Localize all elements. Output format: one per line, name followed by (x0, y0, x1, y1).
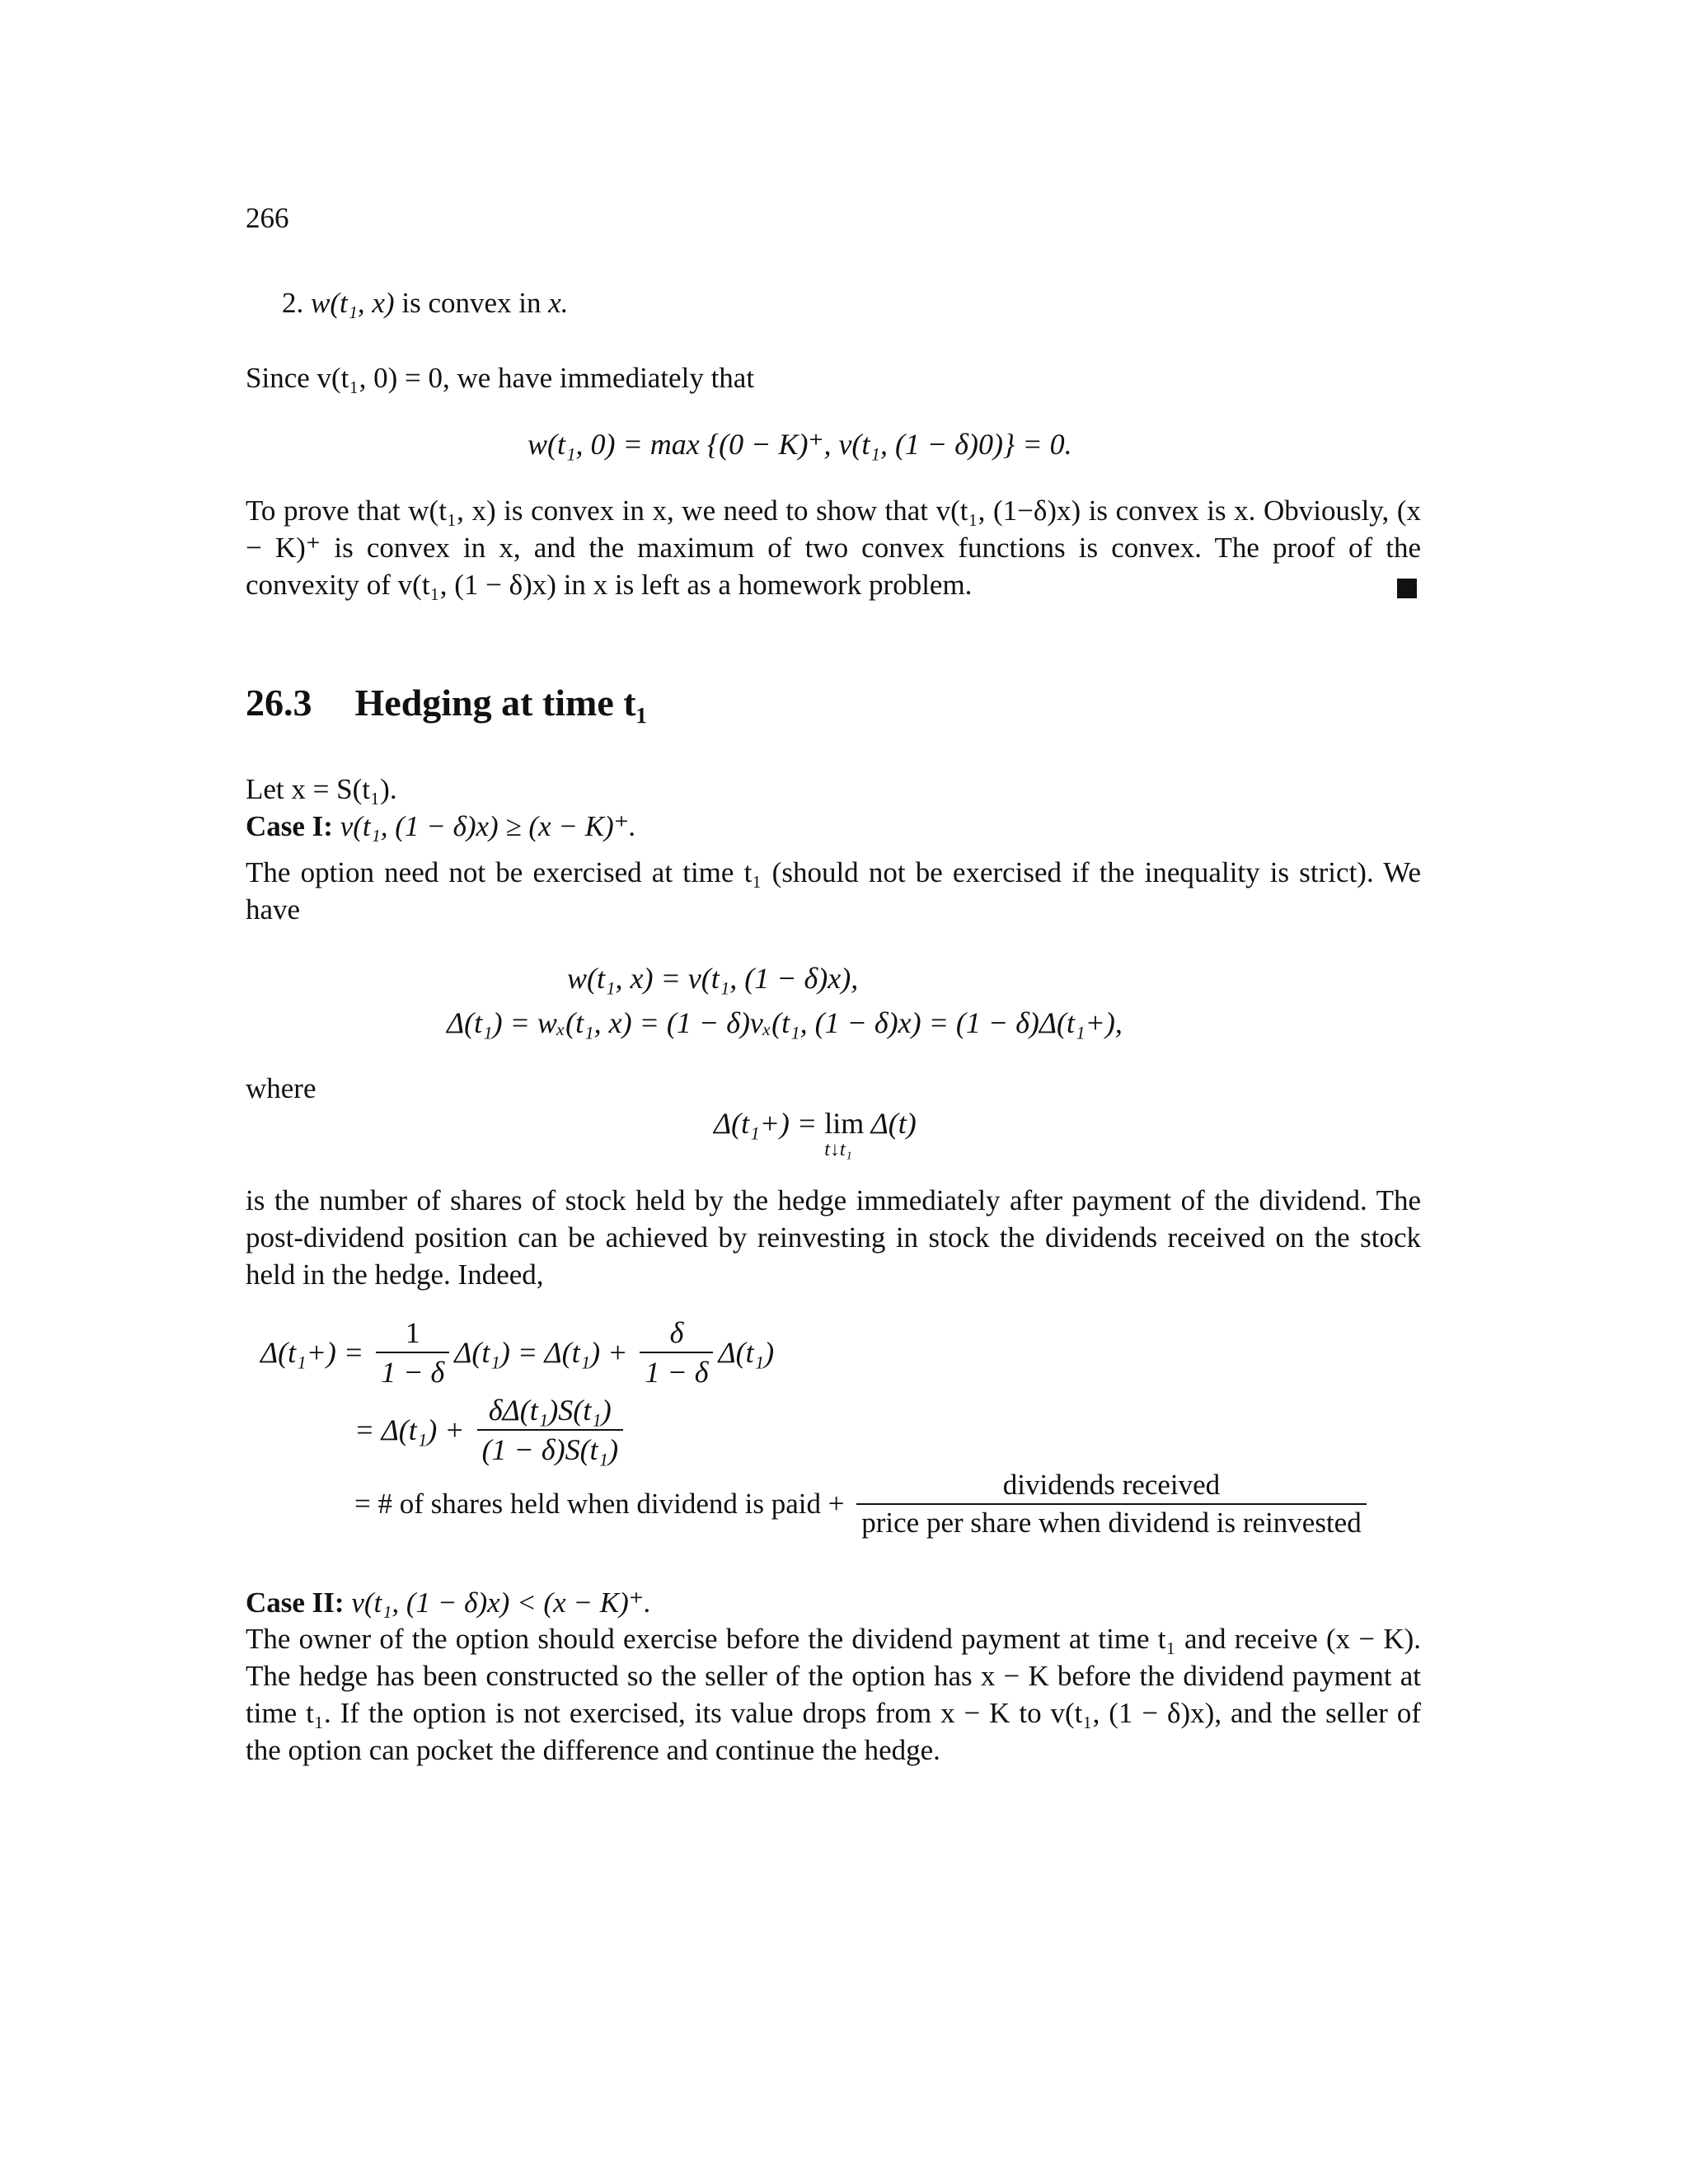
fraction-denominator: 1 − δ (381, 1356, 445, 1389)
eq4-lhs: Δ(t₁+) = (260, 1336, 364, 1369)
equation-w-zero: w(t₁, 0) = max {(0 − K)⁺, v(t₁, (1 − δ)0)} = 0. (528, 428, 1072, 461)
case-two-paragraph: The owner of the option should exercise before the dividend payment at time t₁ and receive (x − K). The hedge has been constructed so the seller of the option has x − K before the dividend payment at time t₁. If the option is not exercised, its value drops from x − K to v(t₁, (1 − δ)x), and the seller of the option can pocket the difference and continue the hedge. (246, 1623, 1421, 1766)
list-item-math: w(t₁, x) (311, 287, 395, 319)
section-number: 26.3 (246, 682, 312, 724)
fraction-denominator: price per share when dividend is reinvested (861, 1507, 1362, 1539)
case-one-heading (246, 808, 636, 845)
fraction-numerator: δ (640, 1315, 713, 1353)
eq4-line2-prefix: = Δ(t₁) + (354, 1413, 465, 1446)
equation-delta-plus-line1 (260, 1315, 774, 1390)
case-one-paragraph: The option need not be exercised at time t₁ (should not be exercised if the inequality is strict). We have (246, 856, 1421, 926)
list-item-number: 2. (282, 287, 304, 319)
fraction-numerator: δΔ(t₁)S(t₁) (477, 1393, 624, 1431)
fraction-numerator: dividends received (856, 1469, 1366, 1505)
case-one-label: Case I: (246, 810, 333, 842)
equation-w-v: w(t₁, x) = v(t₁, (1 − δ)x), (567, 962, 859, 995)
equation-limit (714, 1106, 917, 1160)
limit-lhs: Δ(t₁+) = (714, 1107, 825, 1140)
proof-paragraph: To prove that w(t₁, x) is convex in x, we need to show that v(t₁, (1−δ)x) is convex is x. Obviously, (x − K)⁺ is convex in x, and the maximum of two convex functions is convex. The proof of the convexity of v(t₁, (1 − δ)x) in x is left as a homework problem. (246, 494, 1421, 601)
fraction-delta-over (640, 1315, 713, 1390)
equation-delta-plus-line3 (354, 1469, 1372, 1540)
page-number: 266 (246, 202, 289, 234)
let-line: Let x = S(t₁). (246, 773, 397, 805)
fraction-numerator: 1 (376, 1315, 449, 1353)
limit-subscript: t↓t₁ (824, 1139, 852, 1160)
equation-delta-plus-line2 (354, 1393, 628, 1467)
fraction-one-over (376, 1315, 449, 1390)
list-item-var: x. (548, 287, 569, 319)
eq4-mid: Δ(t₁) = Δ(t₁) + (454, 1336, 628, 1369)
eq4-line3-prefix: = # of shares held when dividend is paid + (354, 1488, 845, 1520)
section-heading (246, 681, 647, 724)
section-title: Hedging at time t₁ (354, 682, 648, 724)
case-two-condition: v(t₁, (1 − δ)x) < (x − K)⁺. (351, 1586, 651, 1619)
where-label: where (246, 1072, 316, 1104)
shares-paragraph: is the number of shares of stock held by the hedge immediately after payment of the dividend. The post-dividend position can be achieved by reinvesting in stock the dividends received on the stock held in the hedge. Indeed, (246, 1184, 1421, 1291)
limit-operator: lim (824, 1107, 865, 1140)
fraction-denominator: 1 − δ (645, 1356, 709, 1389)
eq4-end: Δ(t₁) (718, 1336, 775, 1369)
list-item-2 (282, 284, 569, 321)
fraction-words (856, 1469, 1366, 1540)
equation-delta: Δ(t₁) = wₓ(t₁, x) = (1 − δ)vₓ(t₁, (1 − δ)x) = (1 − δ)Δ(t₁+), (447, 1006, 1123, 1039)
case-one-condition: v(t₁, (1 − δ)x) ≥ (x − K)⁺. (340, 810, 636, 842)
qed-square-icon (1397, 579, 1417, 598)
limit-rhs: Δ(t) (870, 1107, 917, 1140)
since-line: Since v(t₁, 0) = 0, we have immediately that (246, 362, 755, 394)
case-two-heading (246, 1584, 651, 1621)
fraction-dividend-ratio (477, 1393, 624, 1467)
list-item-text: is convex in (394, 287, 549, 319)
case-two-label: Case II: (246, 1586, 345, 1619)
fraction-denominator: (1 − δ)S(t₁) (481, 1433, 619, 1466)
